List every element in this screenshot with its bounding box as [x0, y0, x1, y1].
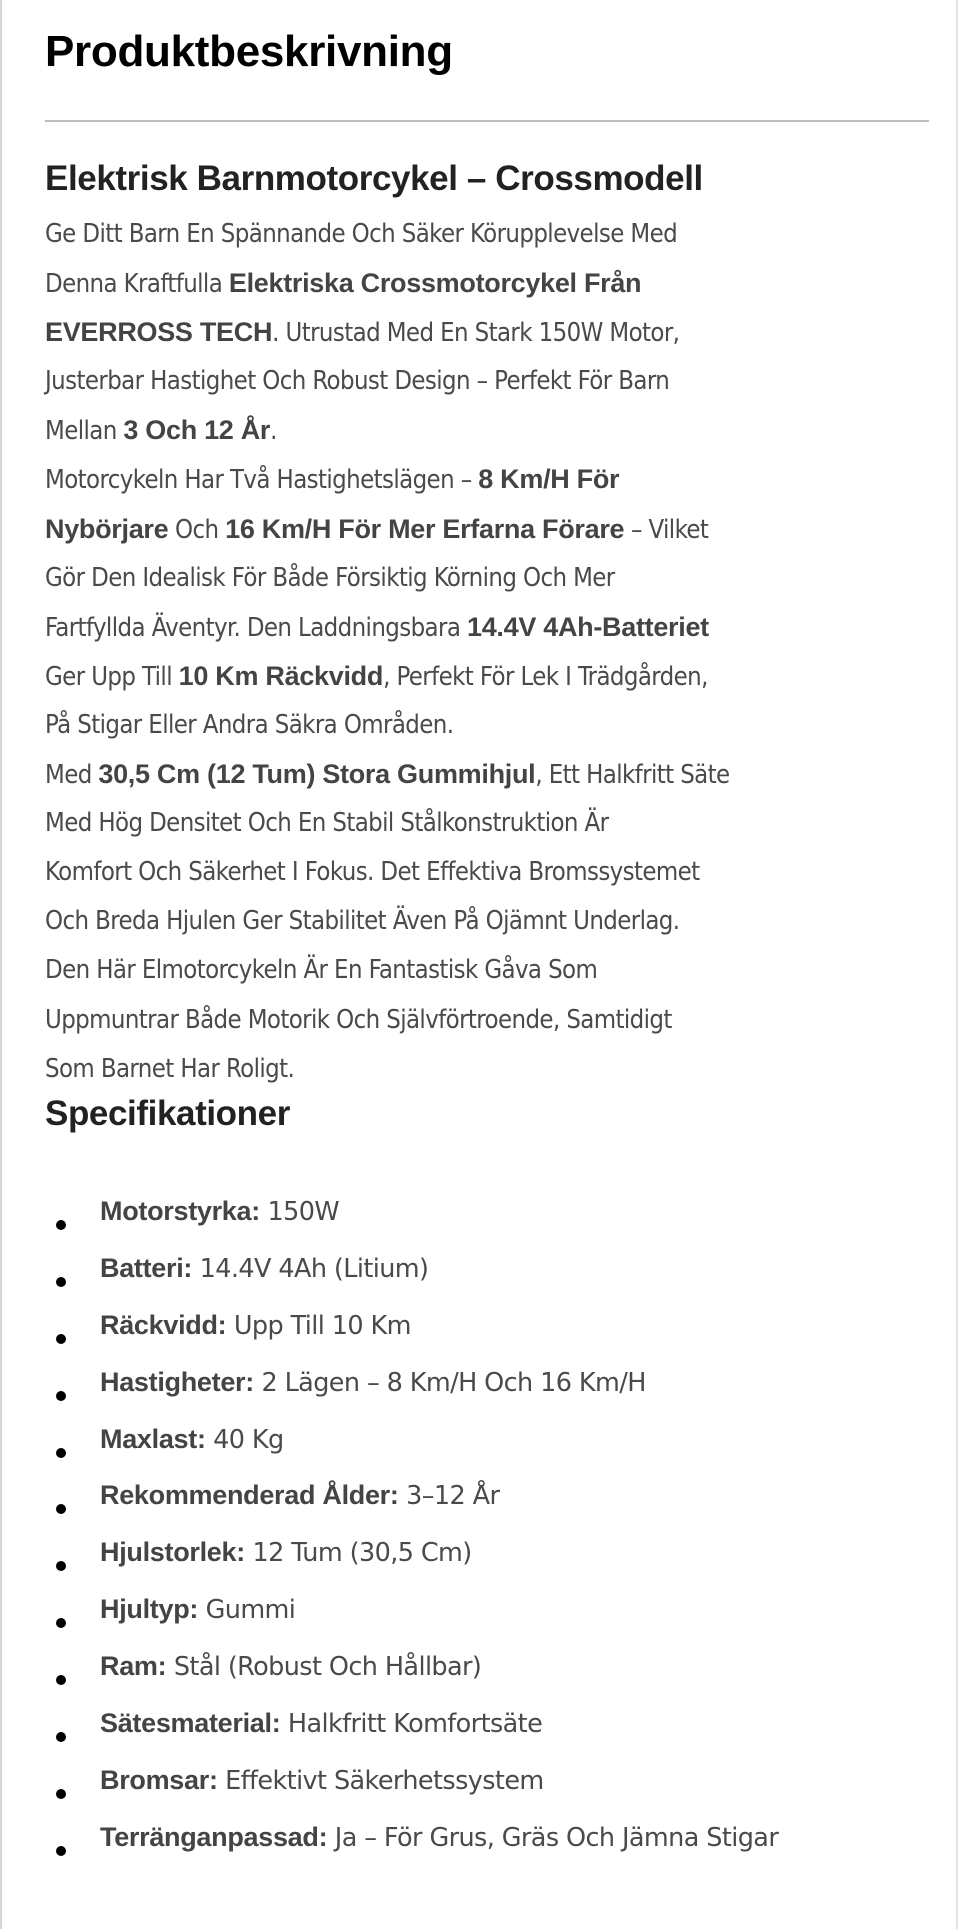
text: Och Breda Hjulen Ger Stabilitet Även På Ojämnt Underlag.: [45, 906, 680, 937]
text: Komfort Och Säkerhet I Fokus. Det Effektiva Bromssystemet: [45, 857, 700, 888]
text: Uppmuntrar Både Motorik Och Självförtroende, Samtidigt: [45, 1004, 672, 1035]
spec-item: [45, 1528, 945, 1585]
spec-value: Upp Till 10 Km: [226, 1310, 411, 1341]
spec-value: 150W: [259, 1197, 339, 1227]
text: .: [270, 416, 277, 447]
spec-label: Motorstyrka: 150W: [100, 1196, 339, 1227]
bold-text: 14.4V 4Ah-Batteriet: [466, 611, 709, 642]
spec-item: [45, 1415, 945, 1472]
spec-label: Räckvidd: Upp Till 10 Km: [100, 1309, 411, 1341]
description-line: [45, 946, 935, 995]
description-line: [45, 603, 935, 652]
description-line: [45, 455, 935, 504]
description-line: [45, 701, 935, 750]
text: Mellan: [45, 416, 124, 447]
description-line: [45, 554, 935, 603]
spec-item: [45, 1301, 945, 1358]
spec-label: Rekommenderad Ålder: 3–12 År: [100, 1480, 500, 1512]
text: Ge Ditt Barn En Spännande Och Säker Körupplevelse Med: [45, 219, 678, 249]
text: Den Här Elmotorcykeln Är En Fantastisk Gåva Som: [45, 955, 598, 986]
text: Ger Upp Till: [45, 661, 179, 692]
product-heading: Elektrisk Barnmotorcykel – Crossmodell: [45, 159, 703, 198]
bullet-icon: [56, 1391, 66, 1401]
bullet-icon: [56, 1618, 66, 1628]
spec-value: Gummi: [198, 1595, 296, 1626]
text: Denna Kraftfulla: [45, 269, 229, 300]
spec-item: [45, 1699, 945, 1756]
description-line: [45, 848, 935, 897]
page-title: Produktbeskrivning: [45, 27, 453, 76]
text: . Utrustad Med En Stark 150W Motor,: [272, 318, 680, 349]
description-line: [45, 750, 935, 799]
spec-item: [45, 1471, 945, 1528]
text: Motorcykeln Har Två Hastighetslägen –: [45, 465, 479, 496]
description-line: [45, 897, 935, 946]
bullet-icon: [56, 1334, 66, 1344]
description-line: [45, 996, 935, 1045]
bullet-icon: [56, 1732, 66, 1742]
spec-label: Hjultyp: Gummi: [100, 1594, 296, 1626]
bold-text: 10 Km Räckvidd: [178, 660, 384, 691]
spec-label: Terränganpassad: Ja – För Grus, Gräs Och Jämna Stigar: [100, 1821, 779, 1853]
description-line: [45, 308, 935, 357]
spec-item: [45, 1187, 945, 1244]
bullet-icon: [56, 1220, 66, 1230]
spec-value: 40 Kg: [205, 1424, 284, 1455]
bullet-icon: [56, 1675, 66, 1685]
text: Justerbar Hastighet Och Robust Design – Perfekt För Barn: [45, 366, 670, 397]
bold-text: Elektriska Crossmotorcykel Från: [228, 268, 642, 299]
bold-text: 16 Km/H För Mer Erfarna Förare: [225, 513, 625, 544]
bullet-icon: [56, 1561, 66, 1571]
bullet-icon: [56, 1846, 66, 1856]
bold-text: 30,5 Cm (12 Tum) Stora Gummihjul: [98, 759, 536, 790]
spec-label: Bromsar: Effektivt Säkerhetssystem: [100, 1764, 544, 1796]
text: På Stigar Eller Andra Säkra Områden.: [45, 709, 454, 740]
spec-label: Ram: Stål (Robust Och Hållbar): [100, 1651, 482, 1683]
description-line: [45, 652, 935, 701]
bullet-icon: [56, 1277, 66, 1287]
description-line: [45, 1045, 935, 1094]
spec-value: Halkfritt Komfortsäte: [280, 1709, 543, 1740]
spec-item: [45, 1585, 945, 1642]
spec-item: [45, 1358, 945, 1415]
text: , Perfekt För Lek I Trädgården,: [383, 661, 708, 692]
text: Med: [45, 760, 99, 791]
description-line: [45, 210, 935, 259]
text: – Vilket: [624, 514, 709, 545]
text: Med Hög Densitet Och En Stabil Stålkonstruktion Är: [45, 808, 609, 839]
spec-item: [45, 1642, 945, 1699]
bold-text: Nybörjare: [45, 513, 169, 544]
description-line: [45, 505, 935, 554]
spec-value: Effektivt Säkerhetssystem: [217, 1765, 544, 1796]
text: Och: [168, 514, 226, 545]
spec-label: Maxlast: 40 Kg: [100, 1423, 284, 1455]
spec-value: 2 Lägen – 8 Km/H Och 16 Km/H: [253, 1367, 646, 1398]
spec-value: Stål (Robust Och Hållbar): [166, 1652, 482, 1683]
bullet-icon: [56, 1504, 66, 1514]
bold-text: 8 Km/H För: [478, 464, 620, 495]
description-line: [45, 799, 935, 848]
spec-value: Ja – För Grus, Gräs Och Jämna Stigar: [327, 1822, 779, 1853]
spec-label: Sätesmaterial: Halkfritt Komfortsäte: [100, 1708, 543, 1740]
spec-item: [45, 1756, 945, 1813]
description-line: [45, 259, 935, 308]
text: , Ett Halkfritt Säte: [535, 760, 730, 791]
bold-text: 3 Och 12 År: [123, 415, 271, 446]
bullet-icon: [56, 1448, 66, 1458]
spec-value: 14.4V 4Ah (Litium): [192, 1253, 429, 1284]
bullet-icon: [56, 1789, 66, 1799]
text: Fartfyllda Äventyr. Den Laddningsbara: [45, 612, 467, 643]
description-line: [45, 357, 935, 406]
product-description: [45, 210, 935, 1094]
specs-list: [45, 1187, 945, 1870]
divider: [45, 120, 929, 122]
specs-heading: Specifikationer: [45, 1094, 290, 1133]
spec-value: 12 Tum (30,5 Cm): [244, 1538, 472, 1569]
spec-label: Batteri: 14.4V 4Ah (Litium): [100, 1252, 429, 1284]
spec-item: [45, 1244, 945, 1301]
text: Gör Den Idealisk För Både Försiktig Körning Och Mer: [45, 562, 615, 593]
spec-label: Hastigheter: 2 Lägen – 8 Km/H Och 16 Km/H: [100, 1366, 646, 1398]
text: Som Barnet Har Roligt.: [45, 1053, 295, 1084]
description-line: [45, 406, 935, 455]
spec-value: 3–12 År: [398, 1481, 500, 1512]
bold-text: EVERROSS TECH: [45, 317, 273, 348]
spec-item: [45, 1813, 945, 1870]
spec-label: Hjulstorlek: 12 Tum (30,5 Cm): [100, 1537, 472, 1569]
